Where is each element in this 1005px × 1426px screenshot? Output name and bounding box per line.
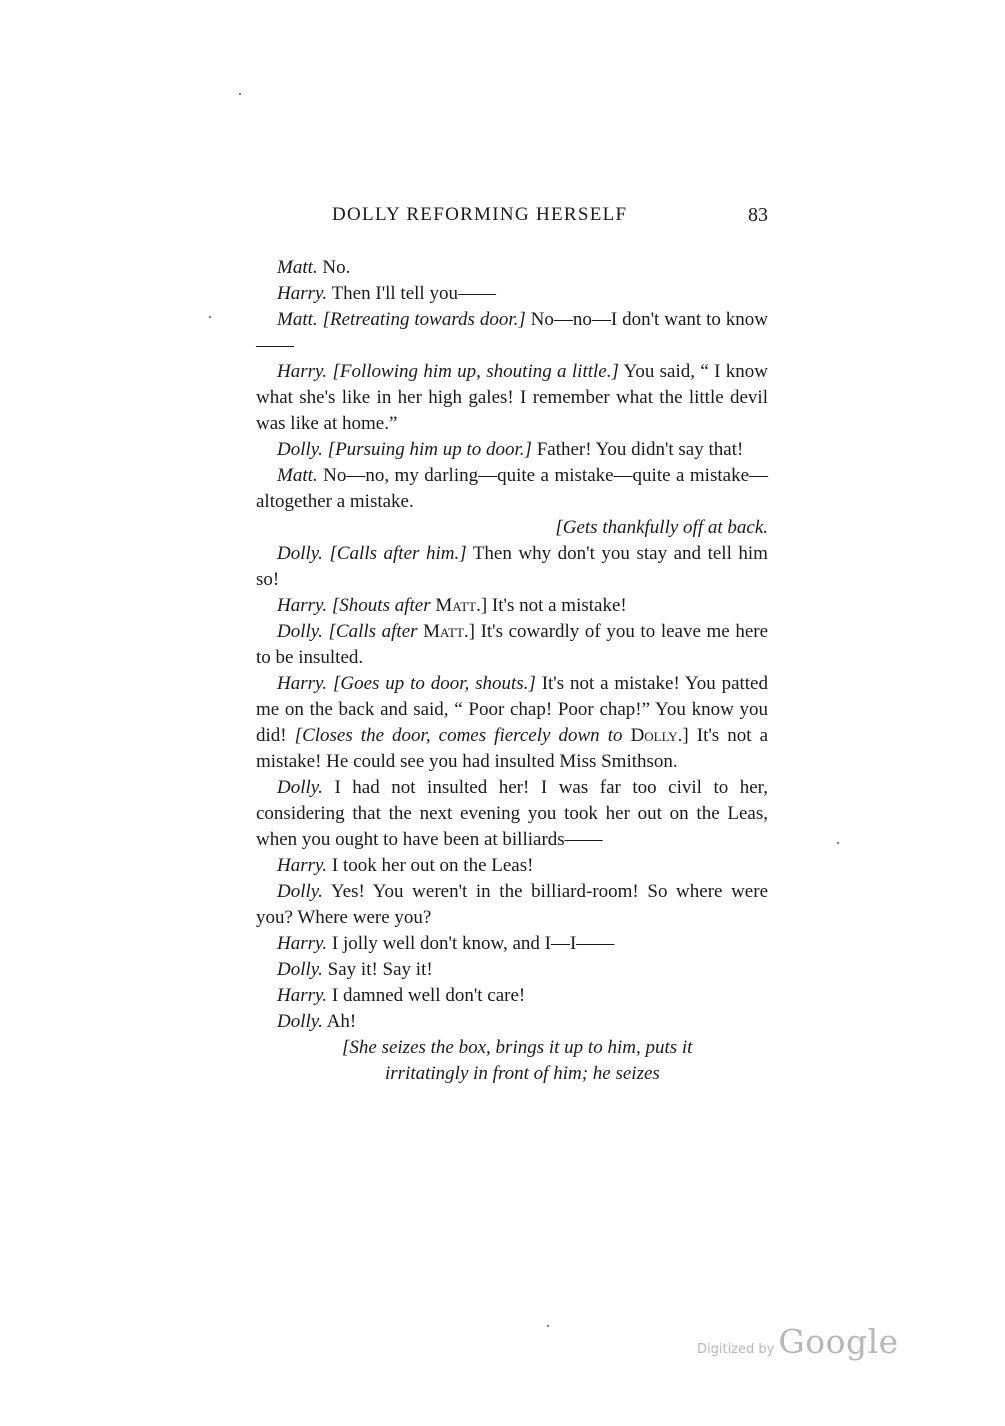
- dialogue-line: [256, 931, 768, 957]
- direction-close: .]: [476, 595, 488, 616]
- google-watermark: [697, 1322, 899, 1361]
- line-text: Then why don't you stay and tell him so!: [256, 543, 768, 590]
- line-text: It's not a mistake! He could see you had insulted Miss Smithson.: [256, 725, 769, 772]
- speaker-name: Dolly.: [277, 777, 323, 798]
- dialogue-line: [256, 619, 768, 671]
- speaker-name: Harry.: [277, 361, 328, 382]
- speaker-name: Dolly.: [277, 881, 323, 902]
- dialogue-line: [256, 359, 768, 437]
- stage-direction: [Pursuing him up to door.]: [327, 439, 532, 460]
- direction-close: .]: [677, 725, 689, 746]
- speaker-name: Matt.: [277, 309, 318, 330]
- dialogue-line: [256, 307, 768, 359]
- speaker-name: Harry.: [277, 933, 328, 954]
- speaker-name: Harry.: [277, 673, 328, 694]
- speaker-name: Harry.: [277, 283, 328, 304]
- dialogue-line: [256, 281, 768, 307]
- line-text: I took her out on the Leas!: [331, 855, 534, 876]
- speaker-name: Harry.: [277, 985, 328, 1006]
- speaker-name: Dolly.: [277, 543, 323, 564]
- google-logo: Google: [778, 1322, 899, 1361]
- line-text: I had not insulted her! I was far too civil to her, considering that the next evening you took her out on the Leas, when you ought to have been at billiards——: [256, 777, 768, 850]
- direction-close: .]: [463, 621, 475, 642]
- dialogue-line: [256, 437, 768, 463]
- dialogue-line: [256, 255, 768, 281]
- speaker-name: Matt.: [277, 465, 318, 486]
- line-text: It's not a mistake!: [491, 595, 627, 616]
- line-text: No.: [322, 257, 351, 278]
- line-text: No—no—I don't want to know——: [256, 309, 769, 356]
- stage-direction: [Following him up, shouting a little.]: [332, 361, 619, 382]
- page-header: [256, 204, 768, 234]
- dialogue-line: [256, 1009, 768, 1035]
- speaker-name: Dolly.: [277, 621, 323, 642]
- line-text: I damned well don't care!: [331, 985, 526, 1006]
- line-text: Father! You didn't say that!: [536, 439, 744, 460]
- watermark-prefix: Digitized by: [697, 1342, 775, 1357]
- dialogue-line: [256, 593, 768, 619]
- line-text: Yes! You weren't in the billiard-room! So where were you? Where were you?: [256, 881, 769, 928]
- speaker-name: Matt.: [277, 257, 318, 278]
- character-name: Dolly: [630, 725, 678, 746]
- direction-text: [Calls after: [328, 621, 418, 642]
- line-text: Say it! Say it!: [327, 959, 433, 980]
- line-text: No—no, my darling—quite a mistake—quite a mistake—altogether a mistake.: [256, 465, 769, 512]
- stage-direction: [Goes up to door, shouts.]: [333, 673, 536, 694]
- dialogue-line: [256, 983, 768, 1009]
- dialogue-line: [256, 671, 768, 775]
- dialogue-line: [256, 853, 768, 879]
- scan-speck: [239, 93, 241, 95]
- line-text: Ah!: [326, 1011, 357, 1032]
- dialogue-line: [256, 879, 768, 931]
- direction-text: [Closes the door, comes fiercely down to: [294, 725, 623, 746]
- running-title: DOLLY REFORMING HERSELF: [332, 204, 628, 225]
- dialogue-line: [256, 541, 768, 593]
- stage-direction: [Calls after him.]: [329, 543, 467, 564]
- dialogue-line: [256, 775, 768, 853]
- character-name: Matt: [435, 595, 477, 616]
- speaker-name: Dolly.: [277, 439, 323, 460]
- speaker-name: Harry.: [277, 855, 328, 876]
- stage-direction: [329, 621, 475, 642]
- speaker-name: Dolly.: [277, 959, 323, 980]
- line-text: Then I'll tell you——: [331, 283, 496, 304]
- stage-direction: [295, 725, 689, 746]
- page-number: 83: [748, 204, 768, 226]
- line-text: I jolly well don't know, and I—I——: [331, 933, 615, 954]
- line-text: It's cowardly of you to leave me here to be insulted.: [256, 621, 769, 668]
- scan-speck: [209, 316, 211, 318]
- character-name: Matt: [423, 621, 464, 642]
- stage-direction: [332, 595, 487, 616]
- scan-speck: [547, 1325, 549, 1327]
- stage-direction-block: [She seizes the box, brings it up to him, puts it irritatingly in front of him; he seizes: [342, 1037, 693, 1084]
- direction-text: [Shouts after: [331, 595, 431, 616]
- line-text: You said, “ I know what she's like in her high gales! I remember what the little devil was like at home.”: [256, 361, 768, 434]
- dialogue-line: [256, 957, 768, 983]
- dialogue-line: [256, 463, 768, 515]
- play-text: [256, 255, 768, 1087]
- stage-direction: [Retreating towards door.]: [322, 309, 526, 330]
- speaker-name: Harry.: [277, 595, 328, 616]
- scan-speck: [837, 842, 839, 844]
- speaker-name: Dolly.: [277, 1011, 323, 1032]
- line-text: It's not a mistake! You patted me on the back and said, “ Poor chap! Poor chap!” You know you did!: [256, 673, 768, 746]
- stage-direction-line: [Gets thankfully off at back.: [555, 517, 768, 538]
